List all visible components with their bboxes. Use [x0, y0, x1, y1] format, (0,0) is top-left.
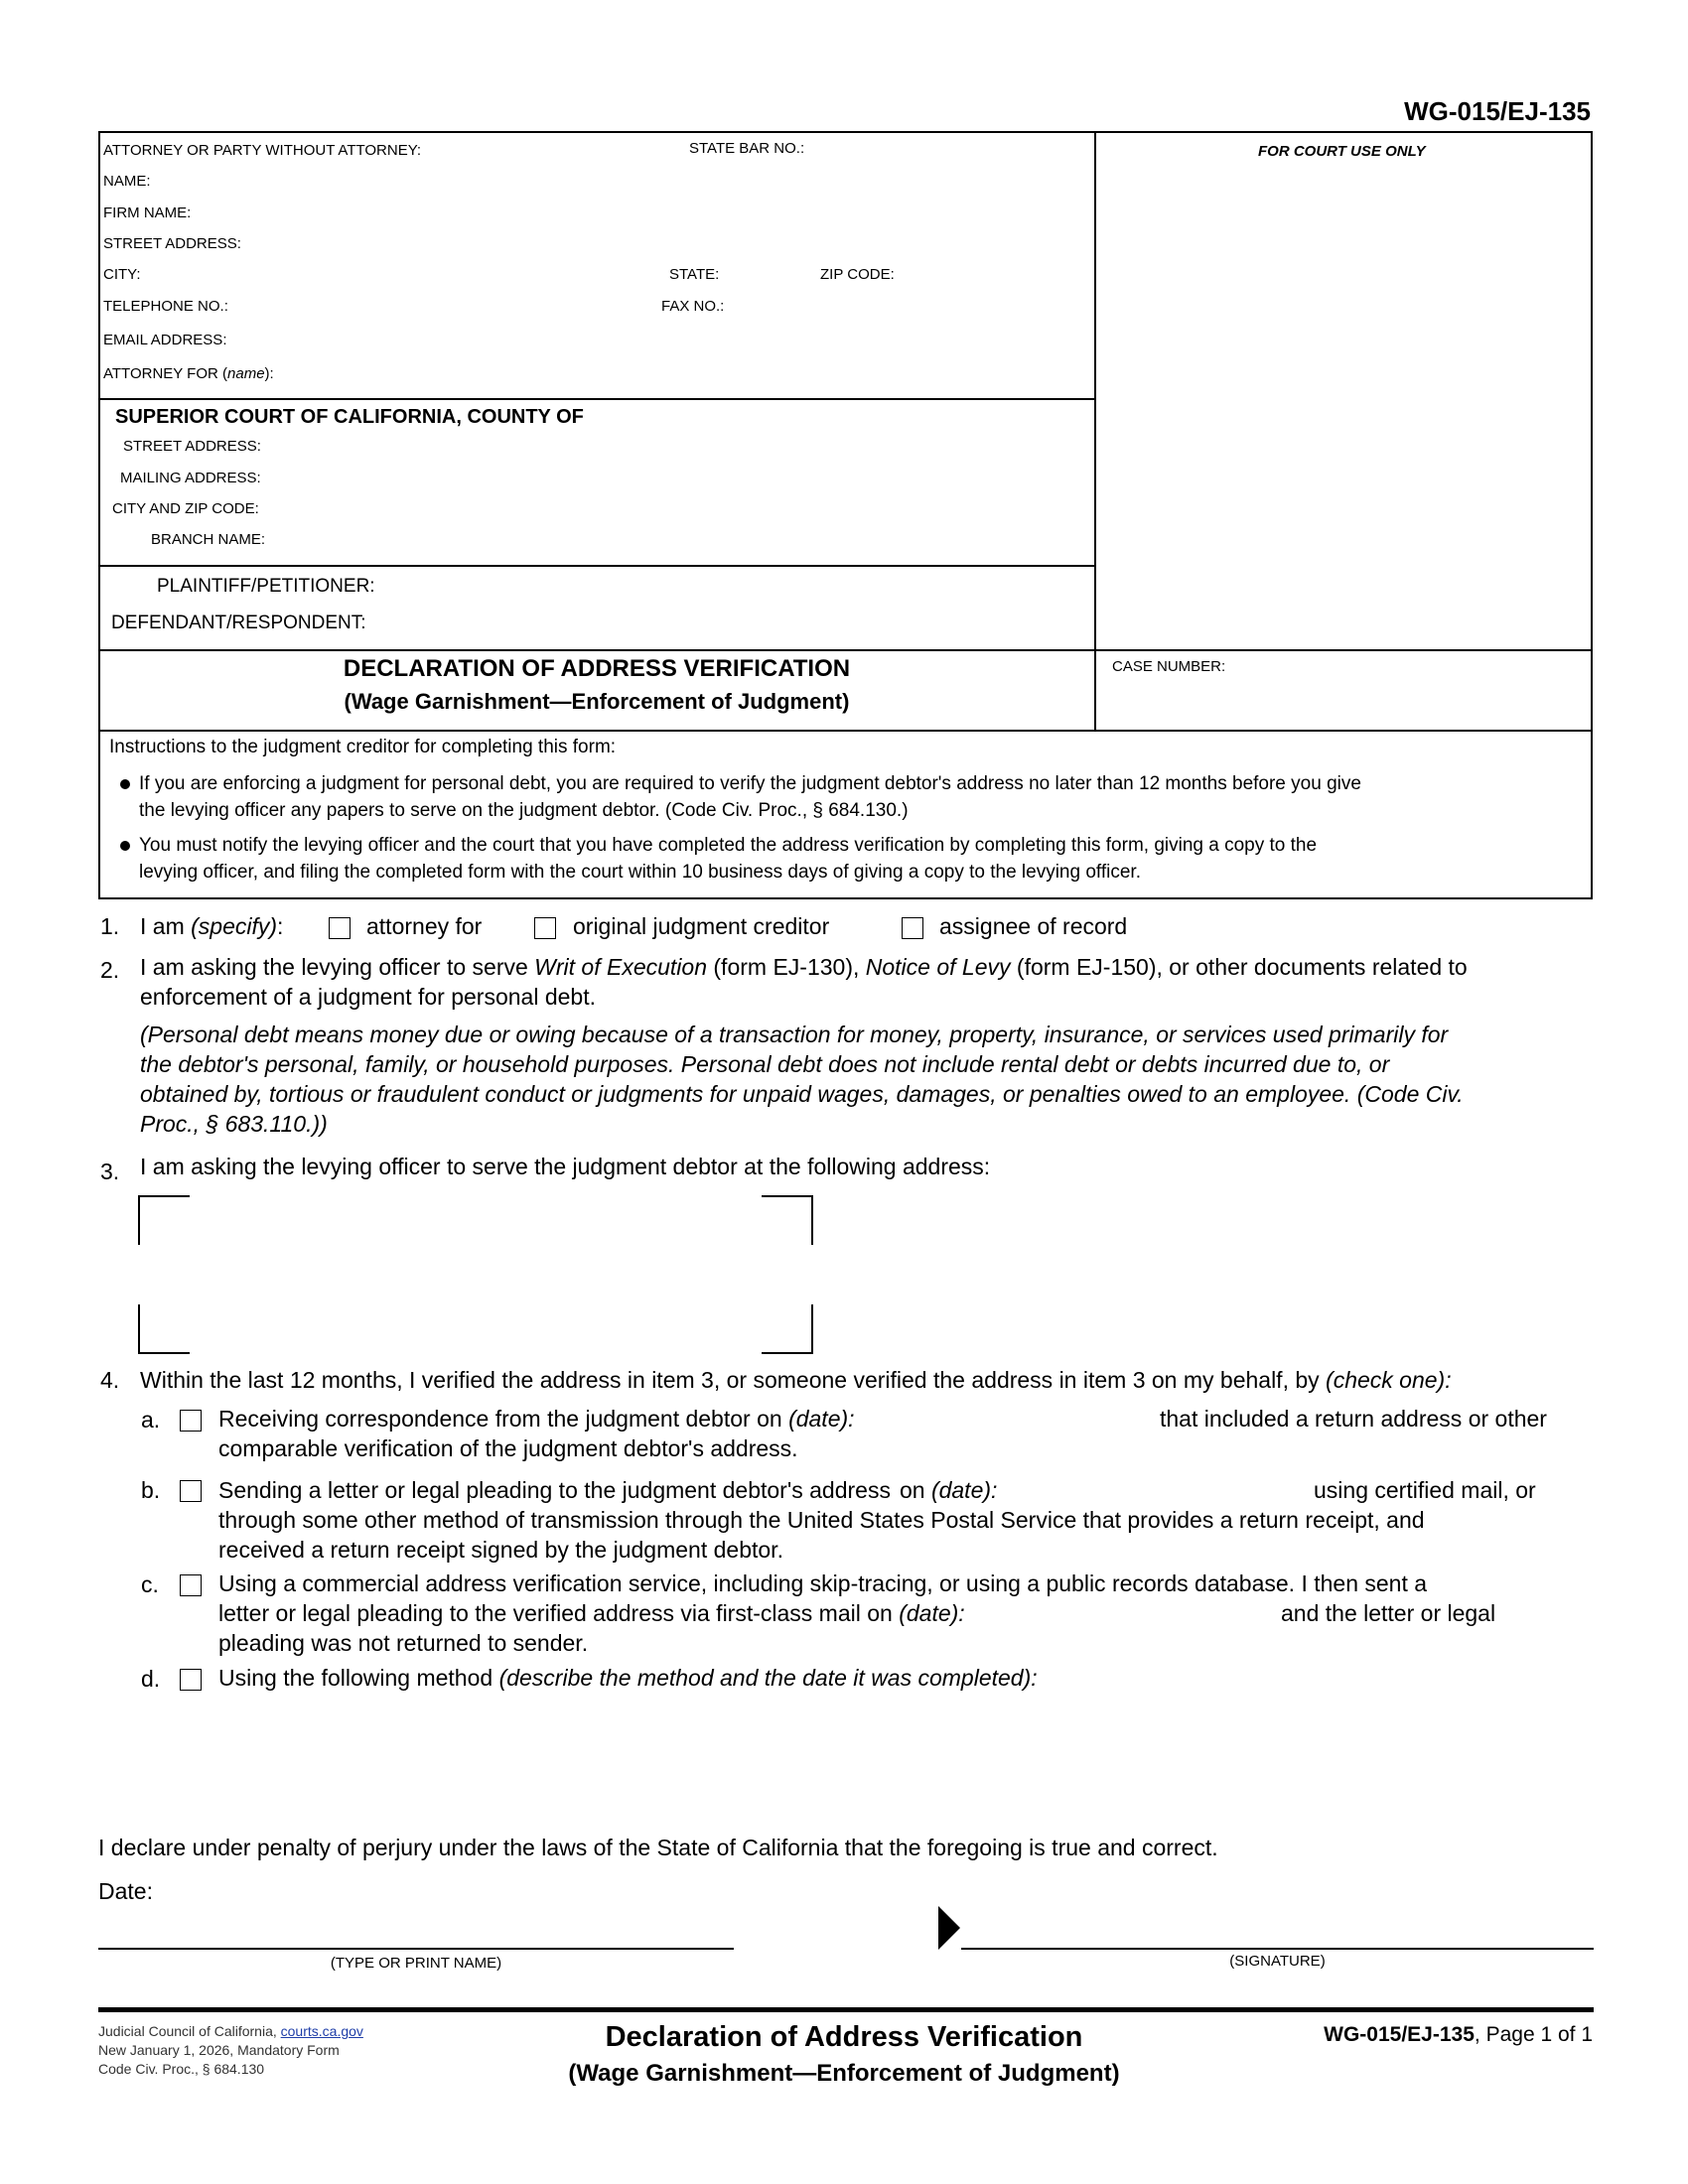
signature-line[interactable] [961, 1948, 1594, 1950]
item-2-number: 2. [100, 957, 120, 983]
item-1-number: 1. [100, 913, 120, 939]
item-4d-label: d. [141, 1666, 161, 1692]
firm-name-label: FIRM NAME: [103, 205, 192, 221]
email-label: EMAIL ADDRESS: [103, 332, 227, 348]
zip-code-label: ZIP CODE: [820, 266, 895, 283]
footer-page: WG-015/EJ-135, Page 1 of 1 [1324, 2023, 1593, 2046]
instructions-heading: Instructions to the judgment creditor for completing this form: [109, 737, 617, 757]
original-creditor-option: original judgment creditor [573, 913, 830, 939]
declaration-text: I declare under penalty of perjury under the laws of the State of California that the foregoing is true and correct. [98, 1835, 1218, 1860]
footer-council: Judicial Council of California, courts.ca.gov New January 1, 2026, Mandatory Form Code Civ. Proc., § 684.130 [98, 2023, 363, 2077]
item-1-text: I am (specify): [140, 913, 284, 939]
title-section-top [98, 649, 1593, 651]
address-field[interactable] [138, 1195, 813, 1354]
instruction-bullet-2: You must notify the levying officer and the court that you have completed the address verification by completing this form, giving a copy to the levying officer, and filing the completed form with the court within 10 business days of giving a copy to the levying officer. [139, 835, 1318, 883]
court-street-label: STREET ADDRESS: [123, 438, 261, 455]
defendant-label: DEFENDANT/RESPONDENT: [111, 613, 366, 633]
name-caption: (TYPE OR PRINT NAME) [330, 1955, 502, 1972]
item-4b-text-end: using certified mail, or [1314, 1477, 1536, 1503]
item-4d-checkbox[interactable] [180, 1669, 202, 1691]
item-4a-checkbox[interactable] [180, 1410, 202, 1432]
item-2-note: (Personal debt means money due or owing because of a transaction for money, property, insurance, or services used primarily for the debtor's personal, family, or household purposes. Personal debt does not include rental debt or debts incurred due to, or obtained by, tortious or fraudulent conduct or judgments for unpaid wages, damages, or penalties owed to an employee. (Code Civ. Proc., § 683.110.)) [140, 1022, 1464, 1137]
signature-caption: (SIGNATURE) [1229, 1953, 1326, 1970]
state-label: STATE: [669, 266, 720, 283]
original-creditor-checkbox[interactable] [534, 917, 556, 939]
state-bar-label: STATE BAR NO.: [689, 140, 805, 157]
attorney-label: ATTORNEY OR PARTY WITHOUT ATTORNEY: [103, 142, 422, 159]
item-4c-checkbox[interactable] [180, 1574, 202, 1596]
court-title: SUPERIOR COURT OF CALIFORNIA, COUNTY OF [115, 406, 584, 428]
form-title: DECLARATION OF ADDRESS VERIFICATION [343, 655, 851, 682]
item-4c-label: c. [141, 1571, 159, 1597]
plaintiff-label: PLAINTIFF/PETITIONER: [157, 576, 375, 597]
city-label: CITY: [103, 266, 141, 283]
court-mailing-label: MAILING ADDRESS: [120, 470, 261, 486]
name-line[interactable] [98, 1948, 734, 1950]
attorney-for-label: ATTORNEY FOR (name): [103, 365, 274, 382]
court-use-only: FOR COURT USE ONLY [1258, 143, 1426, 160]
caption-vertical-divider [1094, 131, 1096, 732]
courts-link[interactable]: courts.ca.gov [280, 2023, 363, 2039]
telephone-label: TELEPHONE NO.: [103, 298, 228, 315]
item-4c-text: Using a commercial address verification service, including skip-tracing, or using a public records database. I then sent a letter or legal pleading to the verified address via first-class mail on (date): pleading was not returned to sender. [218, 1570, 1428, 1656]
assignee-checkbox[interactable] [902, 917, 923, 939]
footer-rule [98, 2007, 1594, 2012]
caption-box [98, 131, 1593, 732]
bullet-icon [120, 779, 130, 789]
street-address-label: STREET ADDRESS: [103, 235, 241, 252]
case-number-label: CASE NUMBER: [1112, 658, 1226, 675]
bullet-icon [120, 841, 130, 851]
item-4a-label: a. [141, 1407, 161, 1433]
item-3-number: 3. [100, 1159, 120, 1184]
item-4c-text-end: and the letter or legal [1281, 1600, 1496, 1626]
item-4-number: 4. [100, 1367, 120, 1393]
attorney-for-option: attorney for [366, 913, 483, 939]
assignee-option: assignee of record [939, 913, 1128, 939]
item-4-text: Within the last 12 months, I verified the address in item 3, or someone verified the address in item 3 on my behalf, by (check one): [140, 1367, 1452, 1393]
date-label: Date: [98, 1878, 153, 1904]
item-4b-label: b. [141, 1477, 161, 1503]
instruction-bullet-1: If you are enforcing a judgment for personal debt, you are required to verify the judgment debtor's address no later than 12 months before you give the levying officer any papers to serve on the judgment debtor. (Code Civ. Proc., § 684.130.) [139, 773, 1361, 821]
item-3-text: I am asking the levying officer to serve the judgment debtor at the following address: [140, 1154, 991, 1179]
name-label: NAME: [103, 173, 151, 190]
footer-title: Declaration of Address Verification [605, 2021, 1083, 2053]
attorney-for-checkbox[interactable] [329, 917, 351, 939]
item-4d-text: Using the following method (describe the method and the date it was completed): [218, 1665, 1038, 1691]
item-2-text: I am asking the levying officer to serve Writ of Execution (form EJ-130), Notice of Levy (form EJ-150), or other documents related to enforcement of a judgment for personal debt. [140, 954, 1468, 1010]
item-4a-text: Receiving correspondence from the judgment debtor on (date): comparable verification of the judgment debtor's address. [218, 1406, 855, 1461]
form-subtitle: (Wage Garnishment—Enforcement of Judgment) [344, 689, 850, 714]
item-4b-checkbox[interactable] [180, 1480, 202, 1502]
court-city-zip-label: CITY AND ZIP CODE: [112, 500, 259, 517]
footer-subtitle: (Wage Garnishment—Enforcement of Judgment) [568, 2060, 1120, 2087]
item-4b-text: Sending a letter or legal pleading to the judgment debtor's address on (date): through some other method of transmission through the United States Postal Service that provides a return receipt, and received a return receipt signed by the judgment debtor. [218, 1477, 1425, 1563]
parties-section-top [98, 565, 1095, 567]
signature-arrow-icon [936, 1904, 962, 1952]
form-id: WG-015/EJ-135 [1404, 96, 1591, 126]
item-4a-text-end: that included a return address or other [1160, 1406, 1547, 1432]
court-branch-label: BRANCH NAME: [151, 531, 266, 548]
court-section-top [98, 398, 1095, 400]
fax-label: FAX NO.: [661, 298, 725, 315]
